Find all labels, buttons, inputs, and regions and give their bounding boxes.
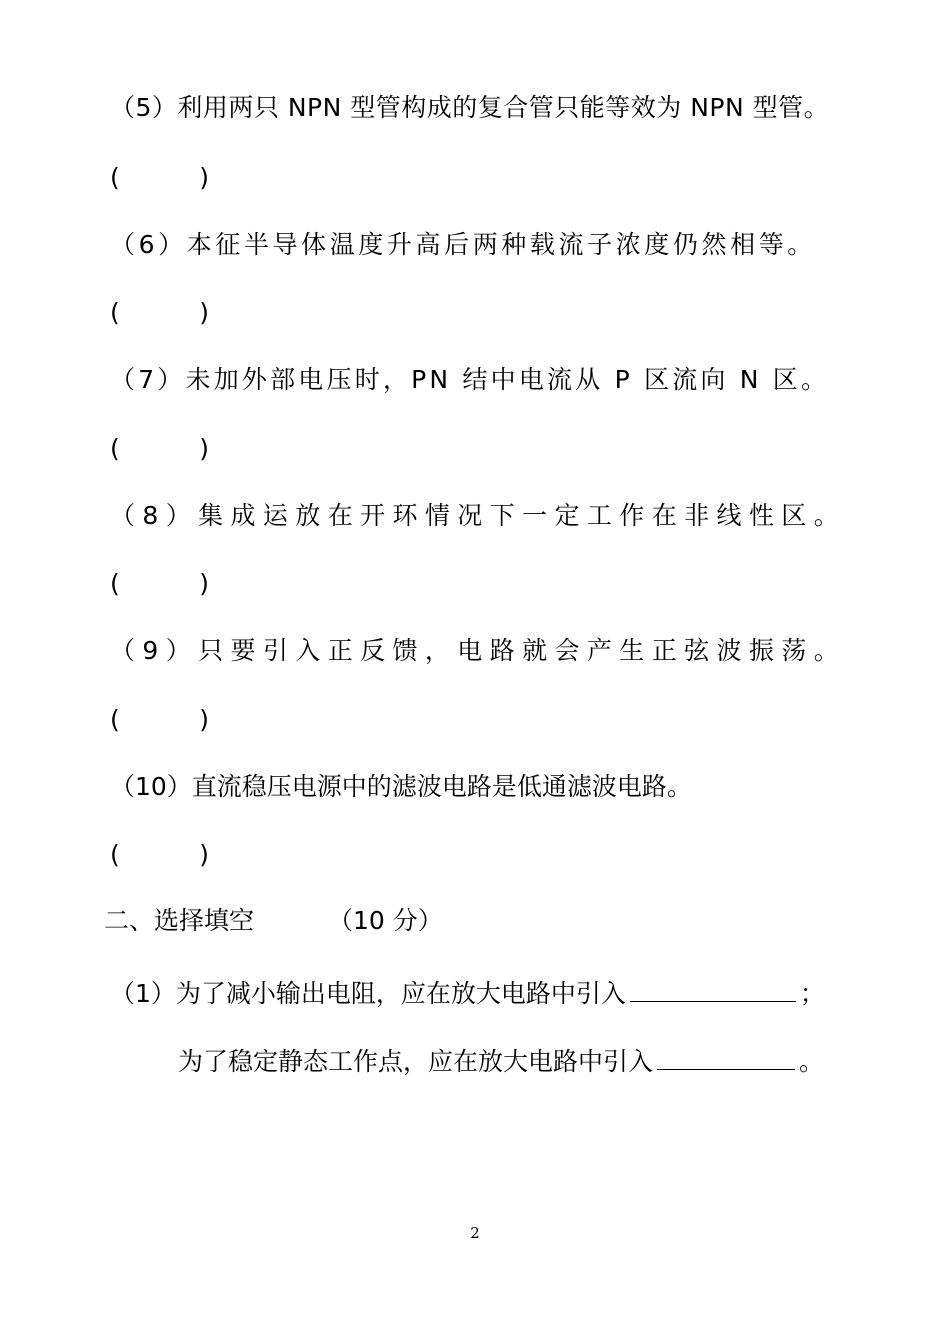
section-title: 二、选择填空: [104, 906, 255, 935]
answer-blank-5[interactable]: ( ): [110, 163, 209, 192]
statement-9: （9）只要引入正反馈，电路就会产生正弦波振荡。: [110, 636, 847, 665]
page-number: 2: [470, 1224, 480, 1242]
section-heading: [104, 905, 838, 937]
statement-10: （10）直流稳压电源中的滤波电路是低通滤波电路。: [110, 772, 692, 801]
statement-7: （7）未加外部电压时，PN 结中电流从 P 区流向 N 区。: [110, 365, 830, 394]
question-1-end-1: ；: [799, 979, 825, 1008]
fill-blank-1[interactable]: [630, 975, 796, 1002]
statement-5-text: （5）利用两只 NPN 型管构成的复合管只能等效为 NPN 型管。: [110, 93, 830, 122]
question-1-line-2: [178, 1043, 838, 1078]
question-1-end-2: 。: [799, 1047, 825, 1076]
section-score: （10 分）: [327, 906, 443, 935]
question-1-line-1: [110, 975, 838, 1010]
answer-blank-8[interactable]: ( ): [110, 569, 209, 598]
statement-5: [110, 92, 838, 124]
answer-blank-10[interactable]: ( ): [110, 840, 209, 869]
question-1-text-1: （1）为了减小输出电阻，应在放大电路中引入: [110, 979, 626, 1008]
answer-blank-6[interactable]: ( ): [110, 298, 209, 327]
fill-blank-2[interactable]: [657, 1043, 795, 1070]
answer-blank-9[interactable]: ( ): [110, 705, 209, 734]
statement-8: （8）集成运放在开环情况下一定工作在非线性区。: [110, 501, 847, 530]
answer-blank-7[interactable]: ( ): [110, 434, 209, 463]
question-1-text-2: 为了稳定静态工作点，应在放大电路中引入: [178, 1047, 654, 1076]
statement-6: （6）本征半导体温度升高后两种载流子浓度仍然相等。: [110, 230, 816, 259]
